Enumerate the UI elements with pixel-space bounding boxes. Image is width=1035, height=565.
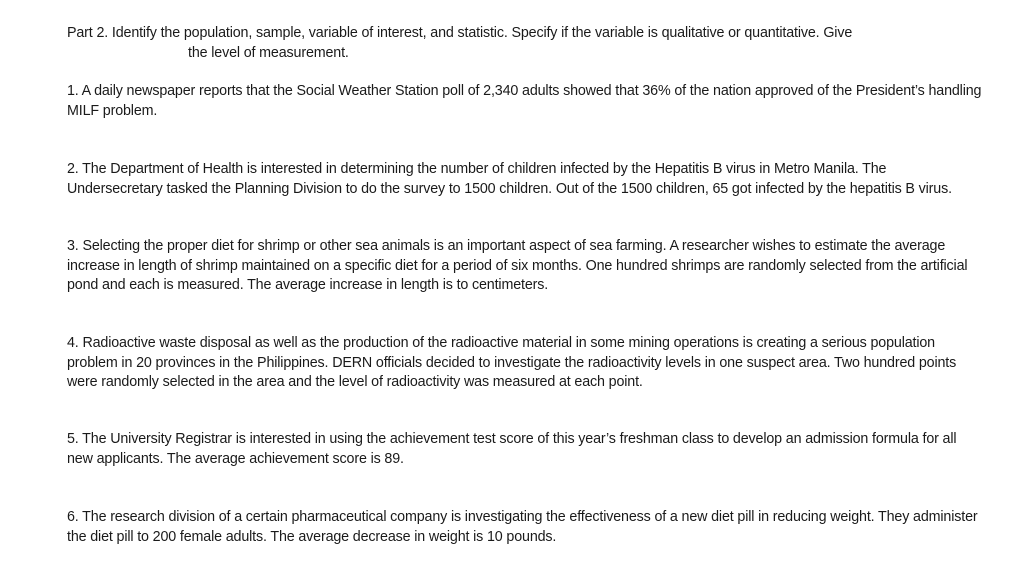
question-1: 1. A daily newspaper reports that the Social Weather Station poll of 2,340 adults showed that 36% of the nation approved of the President’s handling MILF problem. — [67, 83, 982, 119]
question-6: 6. The research division of a certain pharmaceutical company is investigating the effectiveness of a new diet pill in reducing weight. They administer the diet pill to 200 female adults. The average decrease in weight is 10 pounds. — [67, 509, 978, 545]
question-5: 5. The University Registrar is interested in using the achievement test score of this year’s freshman class to develop an admission formula for all new applicants. The average achievement score is 89. — [67, 431, 957, 467]
question-2: 2. The Department of Health is interested in determining the number of children infected by the Hepatitis B virus in Metro Manila. The Undersecretary tasked the Planning Division to do the survey to 1500 children. Out of the 1500 children, 65 got infected by the hepatitis B virus. — [67, 161, 952, 197]
question-4: 4. Radioactive waste disposal as well as the production of the radioactive material in some mining operations is creating a serious population problem in 20 provinces in the Philippines. DERN officials decided to investigate the radioactivity levels in one suspect area. Two hundred points were randomly selected in the area and the level of radioactivity was measured at each point. — [67, 335, 957, 390]
part-heading-line-1: Part 2. Identify the population, sample, variable of interest, and statistic. Specify if the variable is qualitative or quantitative. Give — [67, 25, 853, 41]
question-3: 3. Selecting the proper diet for shrimp or other sea animals is an important aspect of sea farming. A researcher wishes to estimate the average increase in length of shrimp maintained on a specific diet for a period of six months. One hundred shrimps are randomly selected from the artificial pond and each is measured. The average increase in length is to centimeters. — [67, 238, 968, 293]
part-heading-line-2: the level of measurement. — [188, 44, 349, 61]
